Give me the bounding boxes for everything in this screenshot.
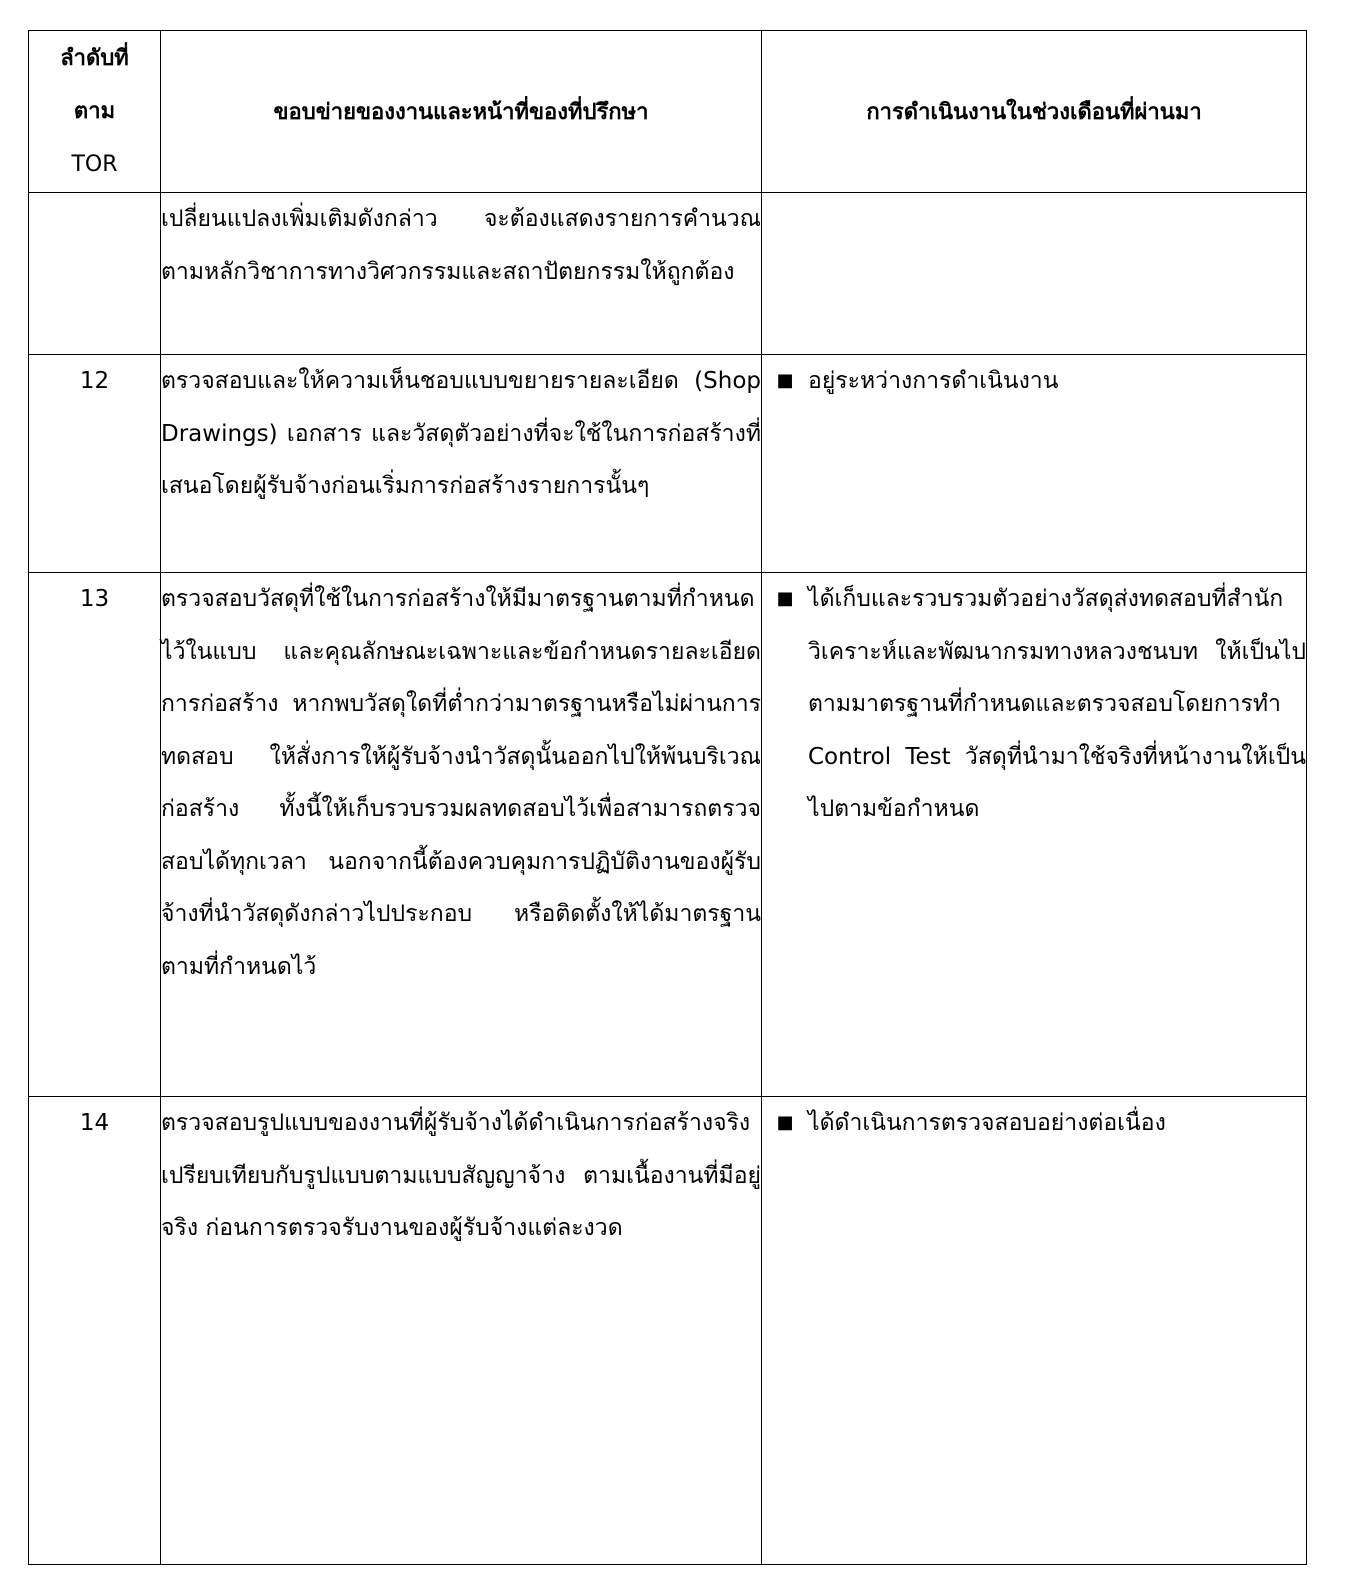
progress-item <box>762 573 1306 836</box>
table-header-row <box>29 31 1307 193</box>
table-row <box>29 355 1307 573</box>
progress-text: ได้เก็บและรวบรวมตัวอย่างวัสดุส่งทดสอบที่สำนักวิเคราะห์และพัฒนากรมทางหลวงชนบท ให้เป็นไปตามมาตรฐานที่กำหนดและตรวจสอบโดยการทำ Control Test วัสดุที่นำมาใช้จริงที่หน้างานให้เป็นไปตามข้อกำหนด <box>808 586 1306 822</box>
scope-cell: ตรวจสอบและให้ความเห็นชอบแบบขยายรายละเอียด (Shop Drawings) เอกสาร และวัสดุตัวอย่างที่จะใช้ในการก่อสร้างที่เสนอโดยผู้รับจ้างก่อนเริ่มการก่อสร้างรายการนั้นๆ <box>161 355 762 573</box>
scope-cell: ตรวจสอบวัสดุที่ใช้ในการก่อสร้างให้มีมาตรฐานตามที่กำหนดไว้ในแบบ และคุณลักษณะเฉพาะและข้อกำหนดรายละเอียดการก่อสร้าง หากพบวัสดุใดที่ต่ำกว่ามาตรฐานหรือไม่ผ่านการทดสอบ ให้สั่งการให้ผู้รับจ้างนำวัสดุนั้นออกไปให้พ้นบริเวณก่อสร้าง ทั้งนี้ให้เก็บรวบรวมผลทดสอบไว้เพื่อสามารถตรวจสอบได้ทุกเวลา นอกจากนี้ต้องควบคุมการปฏิบัติงานของผู้รับจ้างที่นำวัสดุดังกล่าวไปประกอบ หรือติดตั้งให้ได้มาตรฐานตามที่กำหนดไว้ <box>161 573 762 1097</box>
square-bullet-icon: ■ <box>776 370 794 391</box>
progress-cell <box>762 193 1307 355</box>
square-bullet-icon: ■ <box>776 588 794 609</box>
table-row <box>29 193 1307 355</box>
tor-number-cell <box>29 193 161 355</box>
tor-number-cell: 13 <box>29 573 161 1097</box>
header-tor-number-line: ลำดับที่ <box>60 46 129 71</box>
square-bullet-icon: ■ <box>776 1112 794 1133</box>
tor-number-cell: 14 <box>29 1097 161 1565</box>
tor-number-cell: 12 <box>29 355 161 573</box>
progress-item <box>762 355 1306 408</box>
scope-cell: ตรวจสอบรูปแบบของงานที่ผู้รับจ้างได้ดำเนินการก่อสร้างจริง เปรียบเทียบกับรูปแบบตามแบบสัญญาจ้าง ตามเนื้องานที่มีอยู่จริง ก่อนการตรวจรับงานของผู้รับจ้างแต่ละงวด <box>161 1097 762 1565</box>
progress-item <box>762 1097 1306 1150</box>
table-row <box>29 573 1307 1097</box>
table-row <box>29 1097 1307 1565</box>
header-tor-number-line: TOR <box>71 152 118 177</box>
scope-cell: เปลี่ยนแปลงเพิ่มเติมดังกล่าว จะต้องแสดงรายการคำนวณตามหลักวิชาการทางวิศวกรรมและสถาปัตยกรรมให้ถูกต้อง <box>161 193 762 355</box>
header-tor-number <box>29 31 161 193</box>
tor-progress-table <box>28 30 1307 1565</box>
progress-cell <box>762 573 1307 1097</box>
progress-text: ได้ดำเนินการตรวจสอบอย่างต่อเนื่อง <box>808 1110 1166 1136</box>
progress-text: อยู่ระหว่างการดำเนินงาน <box>808 368 1059 394</box>
progress-cell <box>762 355 1307 573</box>
progress-cell <box>762 1097 1307 1565</box>
header-tor-number-line: ตาม <box>73 99 116 124</box>
header-scope: ขอบข่ายของงานและหน้าที่ของที่ปรึกษา <box>161 31 762 193</box>
header-progress: การดำเนินงานในช่วงเดือนที่ผ่านมา <box>762 31 1307 193</box>
